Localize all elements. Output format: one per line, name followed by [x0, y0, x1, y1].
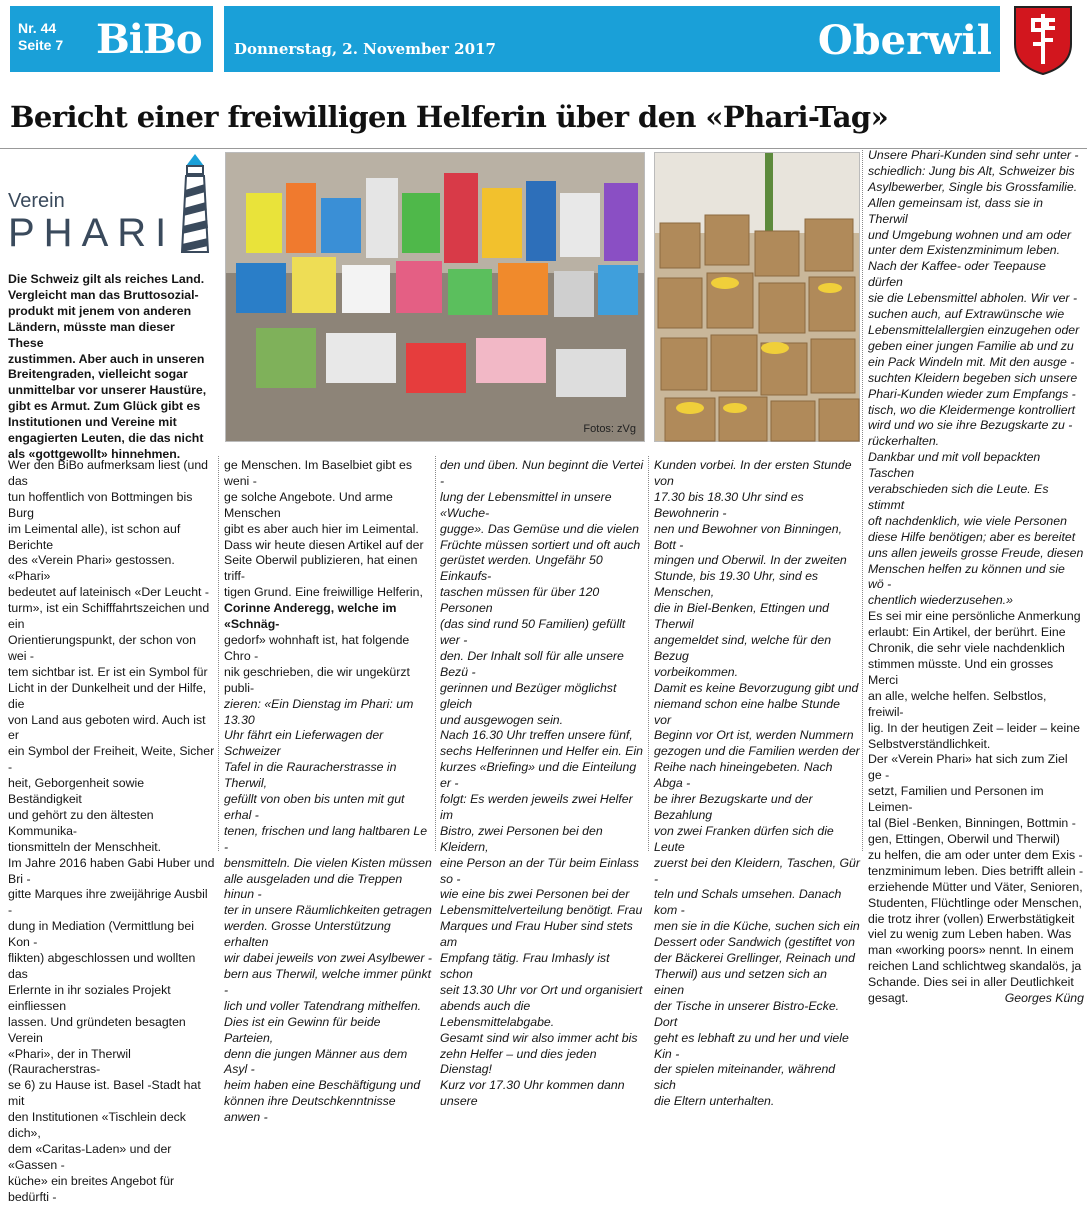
text-line: Wer den BiBo aufmerksam liest (und das [8, 458, 209, 488]
text-line: Reihe nach hineingebeten. Nach Abga - [654, 760, 833, 791]
lead-line: produkt mit jenem von anderen [8, 303, 192, 318]
text-line: angemeldet sind, welche für den Bezug [654, 632, 832, 663]
text-line: können ihre Deutschkenntnisse anwen - [224, 1094, 396, 1125]
text-line: Gesamt sind wir also immer acht bis [440, 1030, 638, 1045]
article-lead [8, 272, 213, 463]
lead-line: unmittelbar vor unserer Haustüre, [8, 383, 207, 398]
text-line: der spielen miteinander, während sich [654, 1062, 836, 1093]
text-line: Empfang tätig. Frau Imhasly ist schon [440, 951, 610, 981]
text-line: Nach 16.30 Uhr treffen unsere fünf, [440, 728, 633, 743]
text-line: wir dabei jeweils von zwei Asylbewer - [224, 951, 432, 966]
text-line: geben einer jungen Familie ab und zu [868, 338, 1074, 353]
text-line: gerinnen und Bezüger möglichst gleich [440, 680, 617, 711]
text-line: unter dem Existenzminimum leben. [868, 243, 1061, 258]
text-line: den. Der Inhalt soll für alle unsere Bezü - [440, 648, 624, 679]
lead-line: Breitengraden, vielleicht sogar [8, 367, 188, 382]
text-line: küche» ein breites Angebot für bedürfti - [8, 1173, 175, 1204]
text-line: werden. Grosse Unterstützung erhalten [224, 919, 391, 950]
lead-line: Vergleicht man das Bruttosozial- [8, 287, 199, 302]
text-line: tisch, wo die Kleidermenge kontrolliert [868, 402, 1076, 417]
text-line: eine Person an der Tür beim Einlass so - [440, 855, 639, 886]
text-line: Menschen helfen zu können und sie wö - [868, 561, 1065, 592]
text-line: dem «Caritas-Laden» und der «Gassen - [8, 1141, 172, 1172]
text-line: von zwei Franken dürfen sich die Leute [654, 823, 834, 854]
text-line: Erlernte in ihr soziales Projekt einfliessen [8, 982, 171, 1013]
text-line: lassen. Und gründeten besagten Verein [8, 1014, 186, 1045]
lighthouse-icon [170, 152, 220, 262]
text-line: Tafel in die Rauracherstrasse in Therwil, [224, 760, 397, 791]
text-line: des «Verein Phari» gestossen. «Phari» [8, 553, 175, 584]
text-line: ge Menschen. Im Baselbiet gibt es weni - [224, 458, 412, 488]
text-line: zuerst bei den Kleidern, Taschen, Gür - [654, 855, 860, 886]
text-line: erlaubt: Ein Artikel, der berührt. Eine [868, 625, 1066, 640]
text-line: zieren: «Ein Dienstag im Phari: um 13.30 [224, 696, 414, 727]
text-line: Stunde, bis 19.30 Uhr, sind es Menschen, [654, 569, 819, 600]
text-line: die Eltern unterhalten. [654, 1094, 775, 1109]
article-column-5 [868, 148, 1084, 1006]
text-line: gitte Marques ihre zweijährige Ausbil - [8, 887, 208, 918]
text-line: Unsere Phari-Kunden sind sehr unter - [868, 148, 1079, 162]
text-line: Beginn vor Ort ist, werden Nummern [654, 728, 854, 743]
text-line: flikten) abgeschlossen und wollten das [8, 951, 196, 981]
text-line: dung in Mediation (Vermittlung bei Kon - [8, 919, 194, 950]
text-line: tal (Biel -Benken, Binningen, Bottmin - [868, 816, 1076, 831]
text-line: sechs Helferinnen und Helfer ein. Ein [440, 744, 644, 759]
text-line: suchten Kleidern begeben sich unsere [868, 370, 1078, 385]
text-line: Schande. Dies sei in aller Deutlichkeit [868, 975, 1074, 990]
text-line: der Bäckerei Grellinger, Reinach und [654, 951, 855, 966]
text-line: niemand schon eine halbe Stunde vor [654, 696, 840, 727]
text-line: suchen auch, auf Extrawünsche wie [868, 307, 1065, 322]
text-line: uns allen jeweils grosse Freude, diesen [868, 545, 1084, 560]
text-line: bedeutet auf lateinisch «Der Leucht - [8, 585, 209, 600]
text-line: oft nachdenklich, wie viele Personen [868, 513, 1067, 528]
text-line: ter in unsere Räumlichkeiten getragen [224, 903, 432, 918]
text-line: geht es lebhaft zu und her und viele Kin - [654, 1030, 849, 1061]
issue-info [18, 20, 63, 54]
text-line: Seite Oberwil publizieren, hat einen triff- [224, 553, 418, 584]
text-line: Bistro, zwei Personen bei den Kleidern, [440, 823, 603, 854]
text-line: diese Hilfe benötigen; aber es bereitet [868, 529, 1076, 544]
text-line: men sie in die Küche, suchen sich ein [654, 919, 860, 934]
column-separator [218, 456, 219, 851]
text-line: den Institutionen «Tischlein deck dich», [8, 1110, 186, 1141]
text-line: «Phari», der in Therwil (Rauracherstras- [8, 1046, 131, 1077]
text-line: (das sind rund 50 Familien) gefüllt wer - [440, 617, 626, 647]
issue-box [10, 6, 213, 72]
article-headline: Bericht einer freiwilligen Helferin über den «Phari-Tag» [10, 100, 889, 134]
text-line: lich und voller Tatendrang mithelfen. [224, 998, 422, 1013]
issue-number: Nr. 44 [18, 20, 57, 36]
column-separator [435, 456, 436, 851]
text-line: ein Symbol der Freiheit, Weite, Sicher - [8, 744, 215, 775]
text-line: tenen, frischen und lang haltbaren Le - [224, 823, 428, 854]
text-line: Der «Verein Phari» hat sich zum Ziel ge - [868, 752, 1068, 783]
text-line: denn die jungen Männer aus dem Asyl - [224, 1046, 408, 1077]
text-line: gesagt. [868, 991, 909, 1006]
text-line: Dies ist ein Gewinn für beide Parteien, [224, 1014, 381, 1045]
text-line: tenzminimum leben. Dies betrifft allein - [868, 863, 1084, 878]
text-line: Orientierungspunkt, der schon von wei - [8, 632, 196, 663]
text-line: Licht in der Dunkelheit und der Hilfe, die [8, 680, 207, 711]
lead-line: Institutionen und Vereine mit [8, 415, 177, 430]
text-line: an alle, welche helfen. Selbstlos, freiwil- [868, 688, 1047, 719]
text-line: Früchte müssen sortiert und oft auch [440, 537, 641, 552]
text-line: gen, Ettingen, Oberwil und Therwil) [868, 831, 1060, 846]
text-line: im Leimental alle), ist schon auf Berichte [8, 521, 181, 552]
text-line: Chronik, die sehr viele nachdenklich [868, 641, 1065, 656]
text-line: nik geschrieben, die wir ungekürzt publi- [224, 664, 410, 695]
text-line: und ausgewogen sein. [440, 712, 564, 727]
article-column-3 [440, 458, 645, 1109]
issue-date: Donnerstag, 2. November 2017 [234, 40, 496, 58]
text-line: und Umgebung wohnen und am oder [868, 227, 1072, 242]
text-line: chentlich wiederzusehen.» [868, 593, 1013, 608]
closing-line [868, 991, 1084, 1007]
text-line: Im Jahre 2016 haben Gabi Huber und Bri - [8, 855, 215, 886]
text-line: seit 13.30 Uhr vor Ort und organisiert [440, 982, 643, 997]
text-line: Dass wir heute diesen Artikel auf der [224, 537, 424, 552]
text-line: tem sichtbar ist. Er ist ein Symbol für [8, 664, 208, 679]
text-line: tionsmitteln der Menschheit. [8, 839, 162, 854]
photo-credit: Fotos: zVg [583, 423, 636, 435]
text-line: Marques und Frau Huber sind stets am [440, 919, 633, 950]
text-line: gezogen und die Familien werden der [654, 744, 860, 759]
article-column-2 [224, 458, 432, 1125]
text-line: die in Biel-Benken, Ettingen und Therwil [654, 601, 830, 632]
logo-phari-text: PHARI [8, 211, 176, 255]
text-line: heim haben eine Beschäftigung und [224, 1078, 421, 1093]
text-line: kurzes «Briefing» und die Einteilung er - [440, 760, 637, 791]
text-line: tun hoffentlich von Bottmingen bis Burg [8, 489, 193, 520]
text-line: nen und Bewohner von Binningen, Bott - [654, 521, 843, 552]
text-line: Nach der Kaffee- oder Teepause dürfen [868, 259, 1046, 290]
text-line: Corinne Anderegg, welche im «Schnäg- [224, 601, 397, 632]
text-line: Kunden vorbei. In der ersten Stunde von [654, 458, 852, 488]
text-line: Studenten, Flüchtlinge oder Menschen, [868, 895, 1082, 910]
text-line: zehn Helfer – und dies jeden Dienstag! [440, 1046, 597, 1077]
column-separator [648, 456, 649, 851]
text-line: ein Pack Windeln mit. Mit den ausge - [868, 354, 1075, 369]
lead-line: Die Schweiz gilt als reiches Land. [8, 272, 205, 286]
text-line: vorbeikommen. [654, 664, 739, 679]
photo-food-table [225, 152, 645, 442]
lead-line: Ländern, müsste man dieser These [8, 319, 175, 350]
text-line: Lebensmittelverteilung benötigt. Frau [440, 903, 643, 918]
text-line: reichen Land schlichtweg skandalös, ja [868, 959, 1082, 974]
text-line: Es sei mir eine persönliche Anmerkung [868, 609, 1081, 624]
text-line: verabschieden sich die Leute. Es stimmt [868, 482, 1049, 512]
lead-line: gibt es Armut. Zum Glück gibt es [8, 399, 201, 414]
text-line: gefüllt von oben bis unten mit gut erhal - [224, 792, 405, 822]
article-column-1 [8, 458, 215, 1204]
text-line: Phari-Kunden wieder zum Empfangs - [868, 386, 1076, 401]
text-line: gibt es aber auch hier im Leimental. [224, 521, 419, 536]
text-line: setzt, Familien und Personen im Leimen- [868, 784, 1044, 815]
text-line: gerüstet werden. Ungefähr 50 Einkaufs- [440, 553, 603, 584]
text-line: alle ausgeladen und die Treppen hinun - [224, 871, 403, 902]
text-line: Therwil) aus und setzen sich an einen [654, 967, 827, 997]
text-line: man «working poors» nennt. In einem [868, 943, 1074, 958]
author-signature: Georges Küng [1004, 991, 1084, 1006]
text-line: lung der Lebensmittel in unsere «Wuche- [440, 489, 612, 520]
text-line: Uhr fährt ein Lieferwagen der Schweizer [224, 728, 384, 759]
text-line: folgt: Es werden jeweils zwei Helfer im [440, 792, 633, 822]
text-line: tigen Grund. Eine freiwillige Helferin, [224, 585, 423, 600]
text-line: Dessert oder Sandwich (gestiftet von [654, 935, 855, 950]
text-line: zu helfen, die am oder unter dem Exis - [868, 847, 1083, 862]
text-line: 17.30 bis 18.30 Uhr sind es Bewohnerin - [654, 489, 804, 520]
page-number: Seite 7 [18, 37, 64, 53]
text-line: die trotz ihrer (vollen) Erwerbstätigkeit [868, 911, 1075, 926]
text-line: se 6) zu Hause ist. Basel -Stadt hat mit [8, 1078, 201, 1109]
text-line: Selbstverständlichkeit. [868, 736, 991, 751]
text-line: gedorf» wohnhaft ist, hat folgende Chro - [224, 632, 410, 663]
text-line: und gehört zu den ältesten Kommunika- [8, 807, 154, 838]
text-line: schiedlich: Jung bis Alt, Schweizer bis [868, 163, 1075, 178]
lead-line: zustimmen. Aber auch in unseren [8, 351, 205, 366]
article-column-4 [654, 458, 860, 1109]
bibo-logo: BiBo [96, 16, 202, 63]
text-line: Dankbar und mit voll bepackten Taschen [868, 450, 1041, 481]
text-line: von Land aus geboten wird. Auch ist er [8, 712, 206, 743]
text-line: wird und wo sie ihre Bezugskarte zu - [868, 418, 1073, 433]
text-line: rückerhalten. [868, 434, 940, 449]
text-line: teln und Schals umsehen. Danach kom - [654, 887, 842, 918]
text-line: lig. In der heutigen Zeit – leider – keine [868, 720, 1080, 735]
text-line: Kurz vor 17.30 Uhr kommen dann unsere [440, 1078, 625, 1109]
text-line: Lebensmittelallergien einzugehen oder [868, 322, 1080, 337]
logo-verein-text: Verein [8, 190, 65, 212]
text-line: mingen und Oberwil. In der zweiten [654, 553, 847, 568]
text-line: viel zu wenig zum Leben haben. Was [868, 927, 1072, 942]
date-band [224, 6, 1000, 72]
text-line: stimmen müsste. Und ein grosses Merci [868, 657, 1054, 687]
text-line: Damit es keine Bevorzugung gibt und [654, 680, 859, 695]
text-line: sie die Lebensmittel abholen. Wir ver - [868, 291, 1078, 306]
photo-shopping-bags [654, 152, 860, 442]
text-line: bensmitteln. Die vielen Kisten müssen [224, 855, 432, 870]
text-line: wie eine bis zwei Personen bei der [440, 887, 630, 902]
text-line: der Tische in unserer Bistro-Ecke. Dort [654, 998, 840, 1029]
text-line: bern aus Therwil, welche immer pünkt - [224, 967, 432, 997]
lead-line: als «gottgewollt» hinnehmen. [8, 446, 181, 461]
text-line: Asylbewerber, Single bis Grossfamilie. [868, 179, 1078, 194]
text-line: heit, Geborgenheit sowie Beständigkeit [8, 776, 145, 807]
section-town: Oberwil [817, 17, 992, 64]
text-line: be ihrer Bezugskarte und der Bezahlung [654, 792, 813, 822]
text-line: ge solche Angebote. Und arme Menschen [224, 489, 393, 520]
text-line: turm», ist ein Schifffahrtszeichen und ein [8, 601, 210, 632]
text-line: den und üben. Nun beginnt die Vertei - [440, 458, 644, 488]
oberwil-crest-icon [1012, 4, 1074, 76]
text-line: abends auch die Lebensmittelabgabe. [440, 998, 555, 1029]
verein-phari-logo [8, 190, 175, 253]
text-line: gugge». Das Gemüse und die vielen [440, 521, 639, 536]
text-line: Allen gemeinsam ist, dass sie in Therwil [868, 195, 1043, 226]
text-line: erziehende Mütter und Väter, Senioren, [868, 879, 1083, 894]
column-separator [862, 150, 863, 851]
text-line: taschen müssen für über 120 Personen [440, 585, 600, 616]
lead-line: engagierten Leuten, die das nicht [8, 431, 204, 446]
